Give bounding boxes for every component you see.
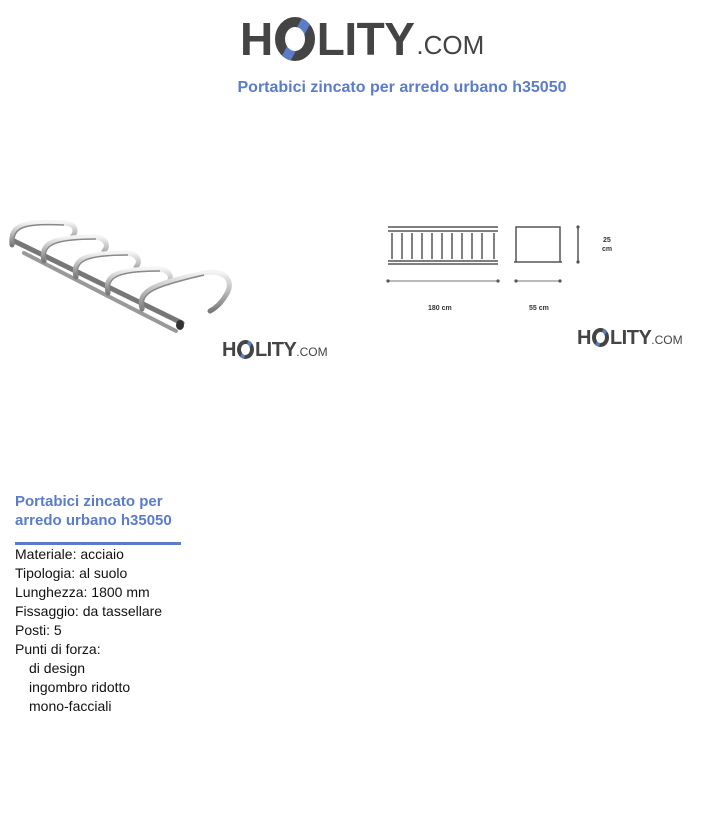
logo-word-start: H — [240, 13, 273, 65]
logo-tld: .COM — [651, 333, 683, 347]
image-logo-left — [222, 340, 328, 360]
strength-item: di design — [29, 660, 86, 676]
spec-strengths-label: Punti di forza: — [15, 641, 101, 657]
spec-list — [15, 545, 162, 716]
strength-item: ingombro ridotto — [29, 679, 131, 695]
logo-word-end: LITY — [254, 339, 297, 361]
logo-word-start: H — [222, 339, 236, 361]
image-logo-right — [577, 328, 683, 348]
logo-o-icon — [275, 17, 315, 61]
spec-material: Materiale: acciaio — [15, 546, 124, 562]
logo-tld: .COM — [416, 30, 485, 60]
strength-item: mono-facciali — [29, 698, 112, 714]
logo-o-icon — [592, 328, 609, 347]
brand-logo[interactable] — [240, 13, 485, 65]
page-title: Portabici zincato per arredo urbano h35050 — [237, 79, 567, 96]
logo-word-start: H — [577, 327, 591, 349]
logo-tld: .COM — [296, 345, 328, 359]
dim-depth-label: 55 cm — [529, 305, 549, 312]
spec-places: Posti: 5 — [15, 622, 62, 638]
spec-type: Tipologia: al suolo — [15, 565, 128, 581]
dim-height-value: 25 — [603, 237, 611, 244]
spec-mounting: Fissaggio: da tassellare — [15, 603, 163, 619]
product-heading: Portabici zincato per arredo urbano h35050 — [15, 493, 172, 529]
spec-length: Lunghezza: 1800 mm — [15, 584, 150, 600]
logo-word-end: LITY — [609, 327, 652, 349]
technical-drawing — [380, 218, 620, 318]
logo-word-end: LITY — [316, 13, 415, 65]
dim-length-label: 180 cm — [428, 305, 452, 312]
dim-height-unit: cm — [602, 246, 613, 253]
logo-o-icon — [237, 340, 254, 359]
bike-rack-image — [4, 215, 240, 335]
